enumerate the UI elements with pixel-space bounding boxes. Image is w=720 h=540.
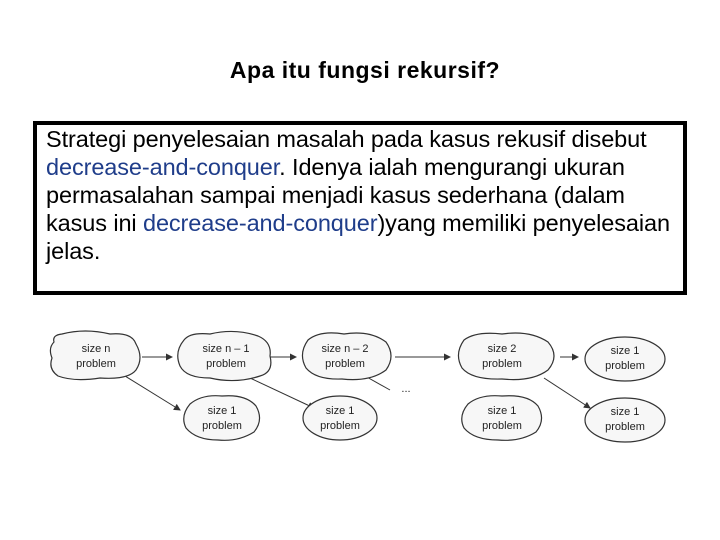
node-size-label: size n – 1: [202, 343, 250, 355]
node-size-n: [50, 331, 140, 380]
node-size-1-bottom: [462, 396, 542, 441]
node-size-n-minus-2: [302, 333, 391, 380]
ellipsis-label: ...: [401, 383, 411, 395]
arrow: [544, 378, 590, 408]
node-size-label: size 1: [207, 405, 237, 417]
explanation-text-part: . Idenya ialah mengurangi ukuran permasalahan sampai menjadi kasus sederhana (dalam kasus ini: [46, 154, 625, 236]
node-size-1-bottom: [184, 396, 260, 441]
node-size-label: size 2: [487, 343, 517, 355]
explanation-box: [33, 121, 687, 295]
node-problem-label: problem: [320, 420, 360, 432]
node-size-label: size 1: [610, 406, 640, 418]
node-size-label: size 1: [487, 405, 517, 417]
arrow: [125, 376, 180, 410]
node-size-label: size 1: [610, 345, 640, 357]
node-problem-label: problem: [202, 420, 242, 432]
node-size-1-bottom: [585, 398, 665, 442]
node-problem-label: problem: [206, 358, 246, 370]
node-size-n-minus-1: [178, 331, 271, 380]
node-problem-label: problem: [76, 358, 116, 370]
arrow: [250, 378, 314, 408]
node-size-label: size n: [81, 343, 111, 355]
highlight-term: decrease-and-conquer: [46, 154, 280, 180]
node-problem-label: problem: [605, 360, 645, 372]
node-size-2: [458, 333, 554, 380]
node-problem-label: problem: [482, 420, 522, 432]
node-problem-label: problem: [325, 358, 365, 370]
node-problem-label: problem: [605, 421, 645, 433]
explanation-text-part: Strategi penyelesaian masalah pada kasus rekusif disebut: [46, 126, 647, 152]
node-size-1-bottom: [303, 396, 377, 440]
highlight-term: decrease-and-conquer: [142, 210, 378, 236]
explanation-text-part: )yang memiliki penyelesaian jelas.: [46, 210, 670, 264]
node-size-label: size 1: [325, 405, 355, 417]
node-problem-label: problem: [482, 358, 522, 370]
node-size-label: size n – 2: [321, 343, 369, 355]
page-title: Apa itu fungsi rekursif?: [229, 57, 501, 83]
node-size-1-top: [585, 337, 665, 381]
explanation-text: [46, 125, 686, 265]
decrease-and-conquer-diagram: [40, 322, 680, 452]
